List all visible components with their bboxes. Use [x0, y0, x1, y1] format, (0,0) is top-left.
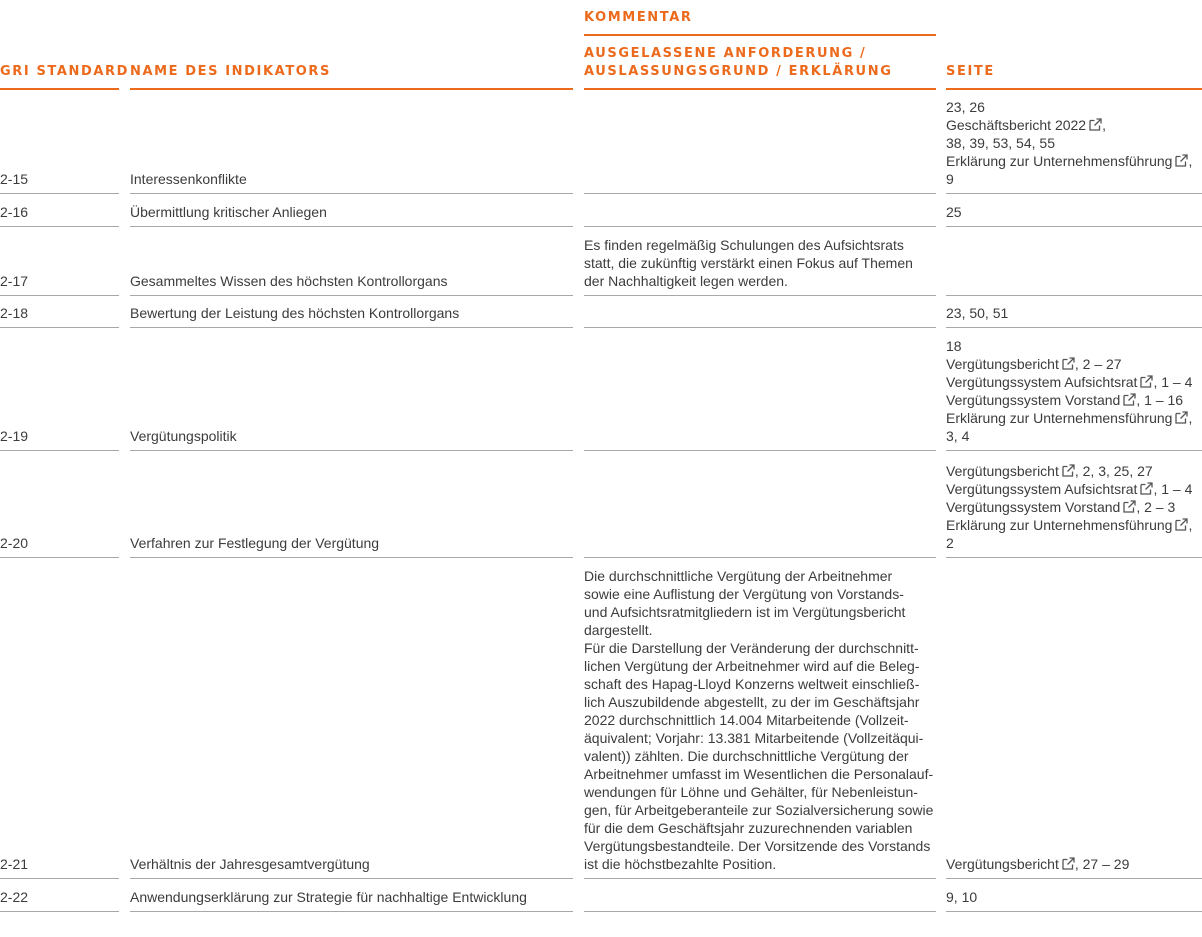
gri-code: 2-20 [0, 535, 29, 551]
page-references [946, 855, 1202, 879]
page-references [946, 304, 1202, 328]
page-link-line [946, 116, 1202, 134]
external-link-icon[interactable] [1062, 357, 1075, 370]
comment-line: lich Auszubildende abgestellt, zu der im Geschäftsjahr [584, 694, 920, 710]
page-link-line [946, 409, 1202, 427]
indicator-name: Verfahren zur Festlegung der Vergütung [130, 535, 380, 551]
external-link-icon[interactable] [1140, 375, 1153, 388]
page-numbers [946, 534, 1202, 552]
external-link-icon[interactable] [1062, 857, 1075, 870]
page-link[interactable]: Erklärung zur Unternehmensführung [946, 517, 1173, 533]
external-link-icon[interactable] [1089, 118, 1102, 131]
page-link-line [946, 498, 1202, 516]
comment-line: Es finden regelmäßig Schulungen des Aufsichtsrats [584, 237, 904, 253]
page-numbers [946, 304, 1202, 322]
page-range: , 1 – 4 [1153, 374, 1193, 390]
comment-cell [584, 236, 936, 296]
comment-line: für die dem Geschäftsjahr zuzurechnenden variablen [584, 820, 913, 836]
page-range: , 1 – 16 [1136, 392, 1184, 408]
page-numbers [946, 427, 1202, 445]
page-references [946, 462, 1202, 558]
page-number-text: 18 [946, 338, 962, 354]
page-link[interactable]: Vergütungssystem Vorstand [946, 499, 1121, 515]
page-link-line [946, 391, 1202, 409]
indicator-name: Bewertung der Leistung des höchsten Kontrollorgans [130, 305, 460, 321]
comment-line: valent)) zählten. Die durchschnittliche Vergütung der [584, 748, 909, 764]
gri-code: 2-21 [0, 856, 29, 872]
table-row [0, 558, 1202, 879]
table-row [0, 451, 1202, 558]
indicator-name: Übermittlung kritischer Anliegen [130, 204, 327, 220]
comment-line: sowie eine Auflistung der Vergütung von Vorstands- [584, 586, 904, 602]
page-link[interactable]: Vergütungssystem Vorstand [946, 392, 1121, 408]
gri-code: 2-19 [0, 428, 29, 444]
table-row [0, 194, 1202, 227]
ausgelassen-heading-line1: AUSGELASSENE ANFORDERUNG / [584, 46, 867, 61]
ausgelassen-heading-line2: AUSLASSUNGSGRUND / ERKLÄRUNG [584, 64, 893, 79]
table-row [0, 328, 1202, 451]
comment-line: und Aufsichtsratmitgliedern ist im Vergütungsbericht [584, 604, 906, 620]
page-range: , 27 – 29 [1074, 856, 1130, 872]
table-row [0, 296, 1202, 328]
comment-line: lichen Vergütung der Arbeitnehmer wird auf die Beleg- [584, 658, 920, 674]
page-link-line [946, 855, 1202, 873]
page-number-text: 23, 26 [946, 99, 985, 115]
page-number-text: 38, 39, 53, 54, 55 [946, 135, 1055, 151]
gri-code: 2-16 [0, 204, 29, 220]
page-numbers [946, 203, 1202, 221]
comment-line: der Nachhaltigkeit legen werden. [584, 273, 788, 289]
page-numbers [946, 888, 1202, 906]
page-number-text: 9, 10 [946, 889, 978, 905]
page-numbers [946, 98, 1202, 116]
indicator-name: Gesammeltes Wissen des höchsten Kontrollorgans [130, 273, 448, 289]
page-link-line [946, 462, 1202, 480]
gri-code: 2-18 [0, 305, 29, 321]
page-references [946, 98, 1202, 194]
comment-line: schaft des Hapag-Lloyd Konzerns weltweit einschließ- [584, 676, 920, 692]
page-number-text: 23, 50, 51 [946, 305, 1009, 321]
comment-line: dargestellt. [584, 622, 653, 638]
page-number-text: 25 [946, 204, 962, 220]
gri-code: 2-17 [0, 273, 29, 289]
page-number-text: 3, 4 [946, 428, 970, 444]
comment-line: gen, für Arbeitgeberanteile zur Sozialversicherung sowie [584, 802, 934, 818]
page-link-line [946, 516, 1202, 534]
page-range: , [1188, 410, 1193, 426]
page-link-line [946, 152, 1202, 170]
page-range: , 2 – 3 [1136, 499, 1176, 515]
page-references [946, 203, 1202, 227]
page-link[interactable]: Vergütungssystem Aufsichtsrat [946, 481, 1138, 497]
page-range: , [1188, 153, 1193, 169]
comment-line: statt, die zukünftig verstärkt einen Fokus auf Themen [584, 255, 913, 271]
gri-code: 2-22 [0, 889, 29, 905]
external-link-icon[interactable] [1175, 518, 1188, 531]
gri-standard-heading: GRI STANDARD [0, 64, 130, 79]
comment-line: äquivalent; Vorjahr: 13.381 Mitarbeitende (Vollzeitäqui- [584, 730, 924, 746]
indicator-name: Interessenkonflikte [130, 171, 247, 187]
comment-line: Für die Darstellung der Veränderung der durchschnitt- [584, 640, 919, 656]
comment-cell [584, 567, 936, 879]
page-link[interactable]: Geschäftsbericht 2022 [946, 117, 1087, 133]
page-numbers [946, 170, 1202, 188]
kommentar-underline [584, 34, 936, 36]
table-row [0, 879, 1202, 912]
page-numbers [946, 337, 1202, 355]
row-divider [130, 911, 573, 912]
comment-line: 2022 durchschnittlich 14.004 Mitarbeitende (Vollzeit- [584, 712, 909, 728]
external-link-icon[interactable] [1140, 482, 1153, 495]
page-link[interactable]: Vergütungsbericht [946, 856, 1059, 872]
page-link[interactable]: Vergütungssystem Aufsichtsrat [946, 374, 1138, 390]
external-link-icon[interactable] [1175, 154, 1188, 167]
page-link[interactable]: Vergütungsbericht [946, 356, 1059, 372]
indicator-name: Vergütungspolitik [130, 428, 237, 444]
comment-line: Die durchschnittliche Vergütung der Arbeitnehmer [584, 568, 893, 584]
page-link[interactable]: Erklärung zur Unternehmensführung [946, 410, 1173, 426]
table-row [0, 90, 1202, 194]
comment-line: Arbeitnehmer umfasst im Wesentlichen die Personalauf- [584, 766, 934, 782]
page-references [946, 888, 1202, 912]
page-range: , [1102, 117, 1106, 133]
page-numbers [946, 134, 1202, 152]
kommentar-heading: KOMMENTAR [584, 10, 693, 25]
page-link-line [946, 355, 1202, 373]
comment-line: wendungen für Löhne und Gehälter, für Nebenleistun- [584, 784, 918, 800]
seite-heading: SEITE [946, 64, 995, 79]
page-link[interactable]: Erklärung zur Unternehmensführung [946, 153, 1173, 169]
page-range: , 1 – 4 [1153, 481, 1193, 497]
external-link-icon[interactable] [1123, 393, 1136, 406]
page-link-line [946, 373, 1202, 391]
external-link-icon[interactable] [1175, 411, 1188, 424]
indicator-name: Anwendungserklärung zur Strategie für nachhaltige Entwicklung [130, 889, 527, 905]
comment-line: Vergütungsbestandteile. Der Vorsitzende des Vorstands [584, 838, 931, 854]
page-range: , [1188, 517, 1193, 533]
table-row [0, 227, 1202, 296]
page-link[interactable]: Vergütungsbericht [946, 463, 1059, 479]
row-divider [584, 911, 936, 912]
external-link-icon[interactable] [1123, 500, 1136, 513]
page-range: , 2, 3, 25, 27 [1074, 463, 1153, 479]
page-number-text: 2 [946, 535, 954, 551]
gri-code: 2-15 [0, 171, 29, 187]
indicator-name-heading: NAME DES INDIKATORS [130, 64, 332, 79]
page-range: , 2 – 27 [1074, 356, 1122, 372]
page-number-text: 9 [946, 171, 954, 187]
comment-line: ist die höchstbezahlte Position. [584, 856, 777, 872]
page-references [946, 337, 1202, 451]
page-link-line [946, 480, 1202, 498]
indicator-name: Verhältnis der Jahresgesamtvergütung [130, 856, 370, 872]
row-divider [0, 911, 119, 912]
external-link-icon[interactable] [1062, 464, 1075, 477]
row-divider [946, 911, 1202, 912]
